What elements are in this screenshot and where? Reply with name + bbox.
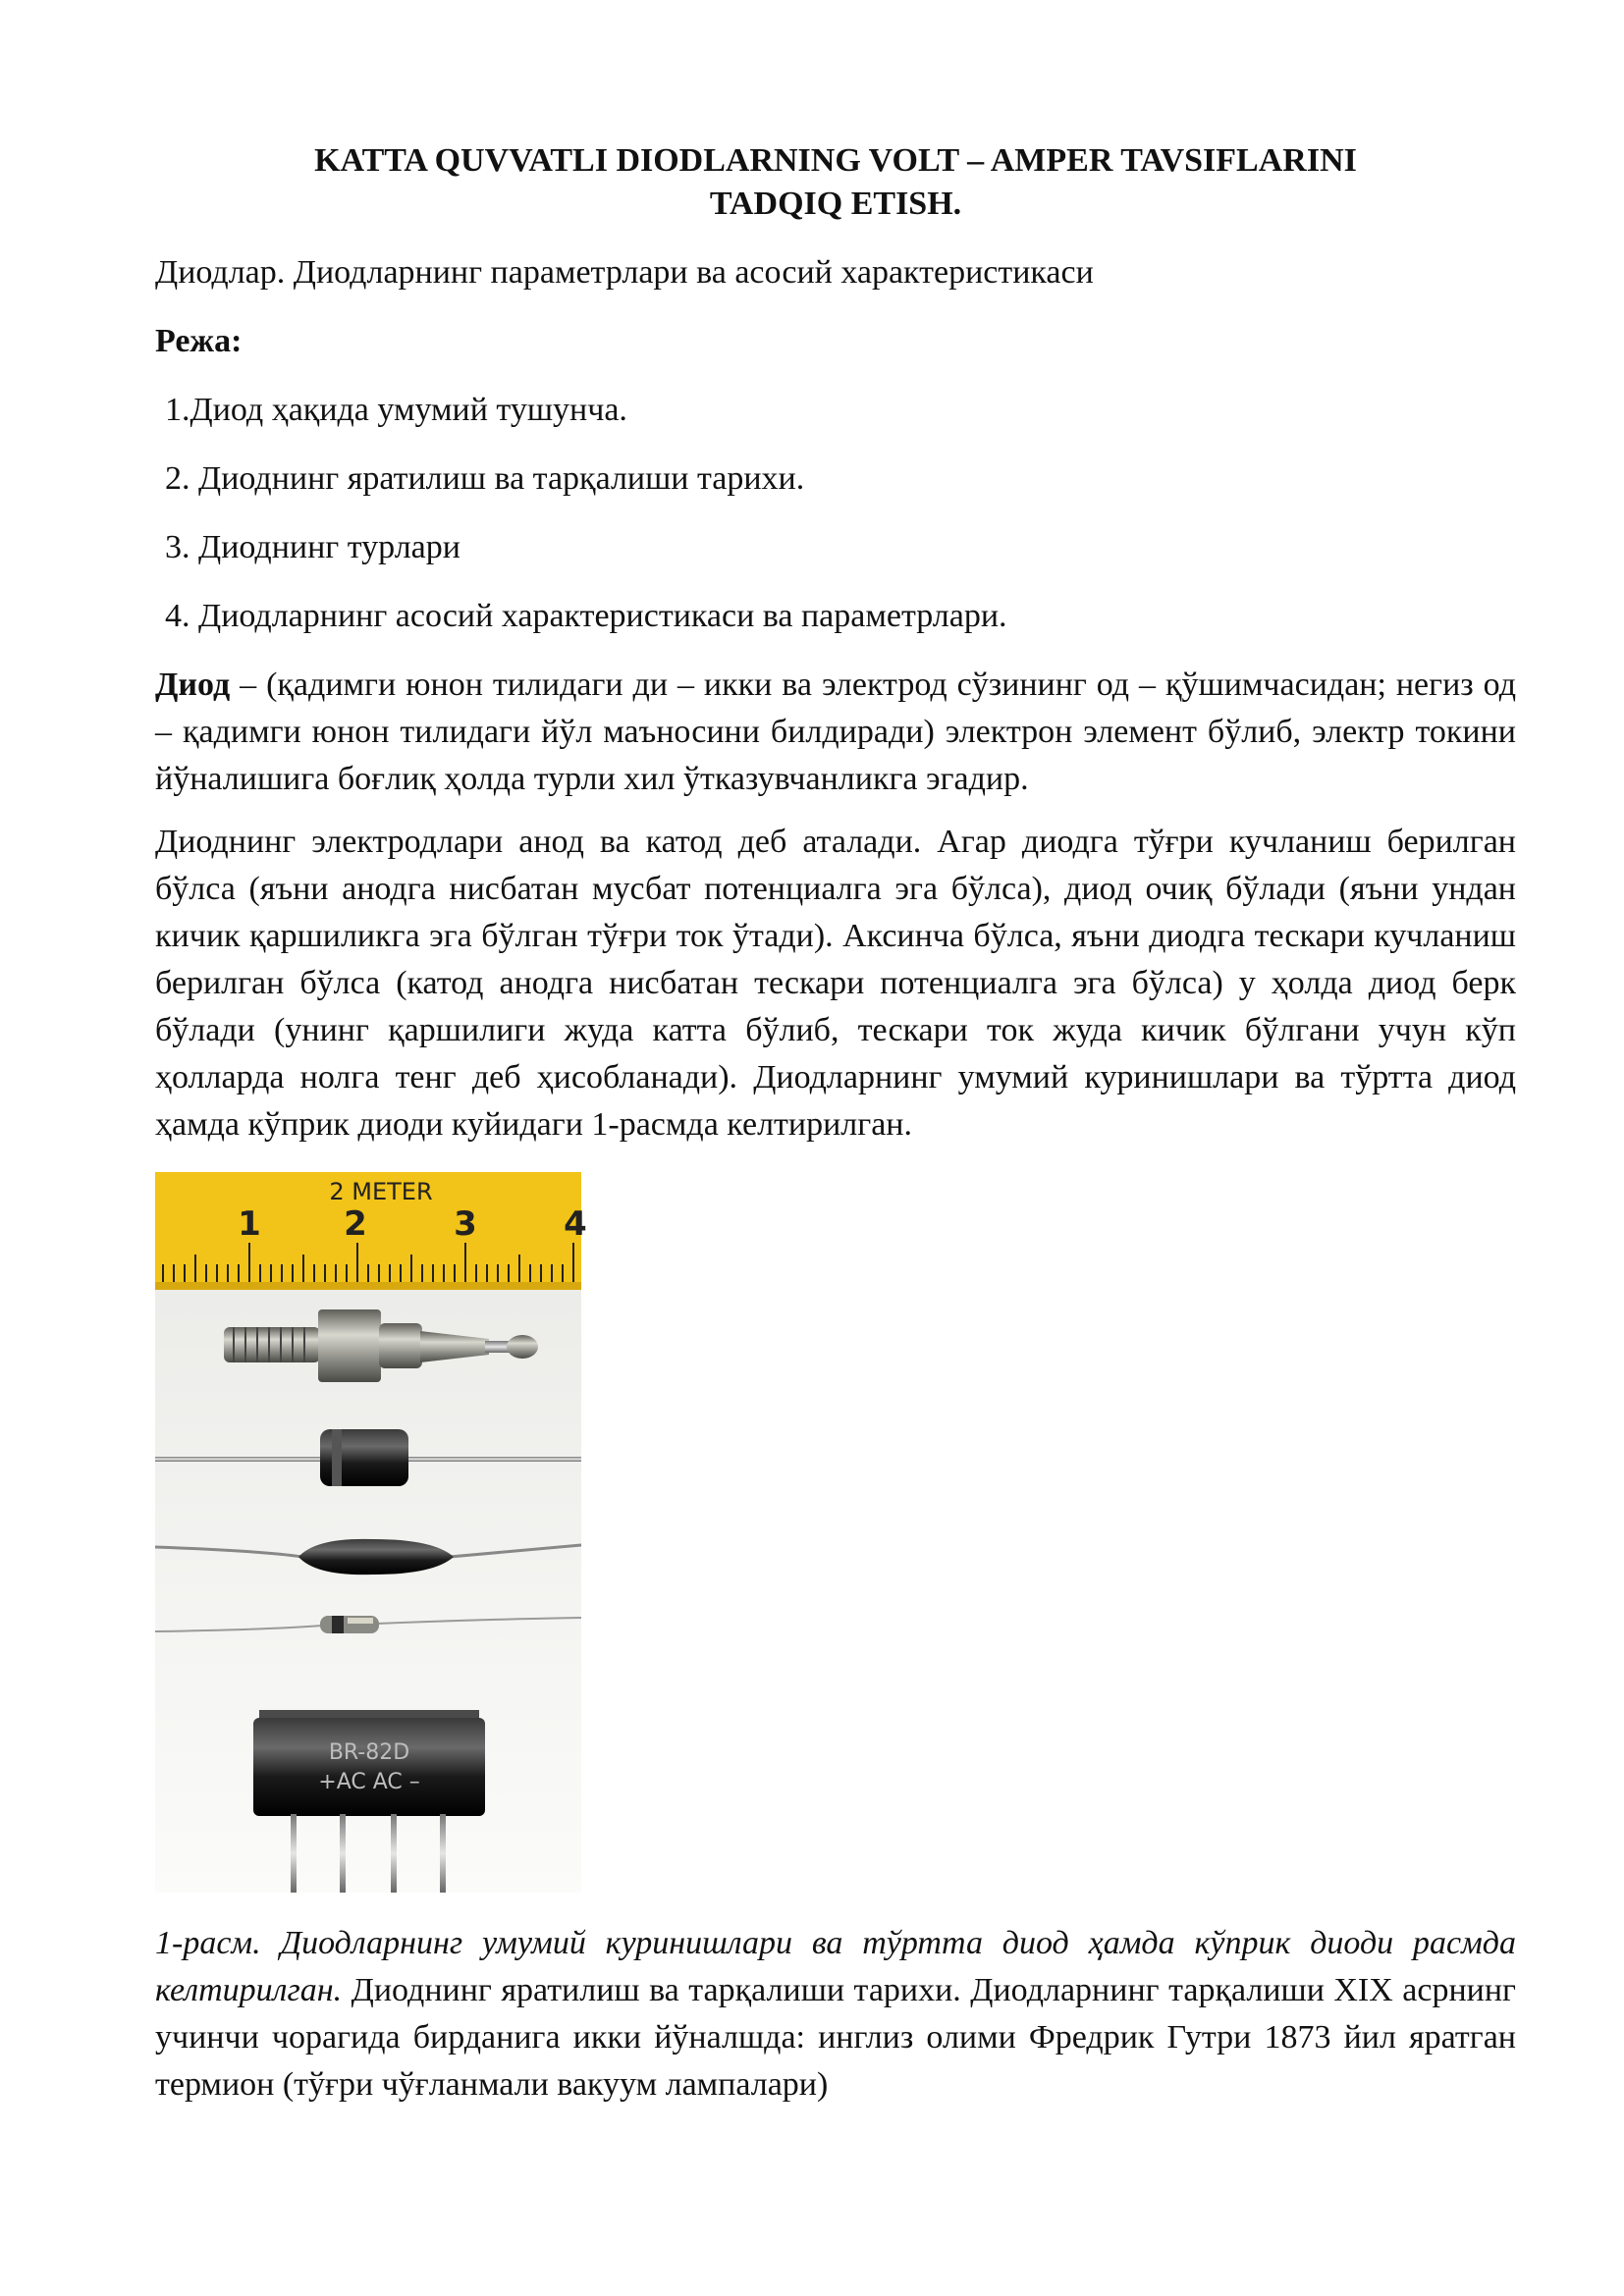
plan-item-4: 4. Диодларнинг асосий характеристикаси ва параметрлари. [165, 598, 1007, 634]
paragraph-diode-definition [155, 662, 1516, 803]
bridge-label-top: BR-82D [328, 1740, 410, 1765]
figure-caption-paragraph [155, 1920, 1516, 2109]
diodes-photo-drawing [155, 1172, 587, 1893]
history-text: Диоднинг яратилиш ва тарқалиши тарихи. Диодларнинг тарқалиши XIX асрнинг учинчи чорагида бирданига икки йўналшда: инглиз олими Фредрик Гутри 1873 йил яратган термион (тўғри чўғланмали вакуум лампалари) [155, 1972, 1516, 2103]
plan-item-1: 1.Диод ҳақида умумий тушунча. [165, 392, 627, 428]
document-body [155, 139, 1516, 2109]
diodes-photo [155, 1172, 587, 1893]
lead-line: Диодлар. Диодларнинг параметрлари ва асосий характеристикаси [155, 254, 1094, 291]
figure-caption: 1-расм. Диодларнинг умумий куринишлари ва тўртта диод ҳамда кўприк диоди расмда келтирилган. [155, 1925, 1516, 2008]
ruler [155, 1172, 587, 1290]
plan-item-3: 3. Диоднинг турлари [165, 529, 460, 565]
paragraph-electrodes: Диоднинг электродлари анод ва катод деб аталади. Агар диодга тўғри кучланиш берилган бўлса (яъни анодга нисбатан мусбат потенциалга эга бўлса), диод очиқ бўлади (яъни ундан кичик қаршиликга эга бўлган тўғри ток ўтади). Аксинча бўлса, яъни диодга тескари кучланиш берилган бўлса (катод анодга нисбатан тескари потенциалга эга бўлса) у ҳолда диод берк бўлади (унинг қаршилиги жуда катта бўлиб, тескари ток жуда кичик бўлгани учун кўп ҳолларда нолга тенг деб ҳисобланади). Диодларнинг умумий куринишлари ва тўртта диод ҳамда кўприк диоди куйидаги 1-расмда келтирилган. [155, 824, 1516, 1143]
ruler-number-1: 1 [238, 1204, 261, 1244]
ruler-number-3: 3 [454, 1204, 477, 1244]
plan-heading: Режа: [155, 323, 243, 359]
diode-term: Диод [155, 667, 231, 703]
plan-item-2: 2. Диоднинг яратилиш ва тарқалиши тарихи. [165, 460, 805, 497]
diode-definition-text: – (қадимги юнон тилидаги ди – икки ва электрод сўзининг од – қўшимчасидан; негиз од – қадимги юнон тилидаги йўл маъносини билдиради) электрон элемент бўлиб, электр токини йўналишига боғлиқ ҳолда турли хил ўтказувчанликга эгадир. [155, 667, 1516, 797]
ruler-label: 2 METER [329, 1178, 433, 1205]
title-line-2: TADQIQ ETISH. [709, 186, 962, 222]
title-line-1: KATTA QUVVATLI DIODLARNING VOLT – AMPER TAVSIFLARINI [314, 142, 1357, 179]
ruler-number-2: 2 [344, 1204, 367, 1244]
page-title [155, 139, 1516, 226]
ruler-number-4: 4 [564, 1204, 587, 1244]
bridge-label-bottom: +AC AC – [318, 1770, 420, 1794]
